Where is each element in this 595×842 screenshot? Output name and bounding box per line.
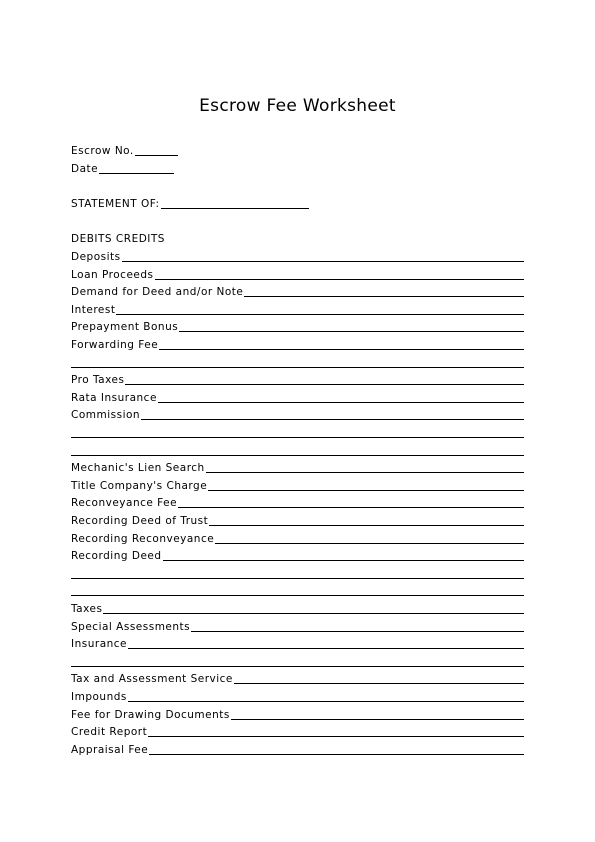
item-blank[interactable] xyxy=(71,455,524,456)
item-line[interactable] xyxy=(71,460,524,476)
item-label: Rata Insurance xyxy=(71,391,157,404)
item-blank[interactable] xyxy=(148,736,524,737)
item-blank[interactable] xyxy=(128,701,524,702)
item-line[interactable] xyxy=(71,249,524,265)
item-blank[interactable] xyxy=(206,472,524,473)
item-line[interactable] xyxy=(71,583,524,599)
item-label: Recording Deed of Trust xyxy=(71,515,209,527)
item-line[interactable] xyxy=(71,284,524,300)
page-title: Escrow Fee Worksheet xyxy=(199,96,396,116)
item-line[interactable] xyxy=(71,337,524,353)
item-blank[interactable] xyxy=(191,631,524,632)
item-line[interactable] xyxy=(71,548,524,564)
item-line[interactable] xyxy=(71,443,524,459)
item-line[interactable] xyxy=(71,267,524,283)
date-blank[interactable] xyxy=(99,173,174,174)
item-label: Recording Deed xyxy=(71,550,162,563)
item-label: Insurance xyxy=(71,638,128,651)
item-line[interactable] xyxy=(71,390,524,406)
item-label: Appraisal Fee xyxy=(71,743,149,756)
item-line[interactable] xyxy=(71,495,524,511)
item-label: Prepayment Bonus xyxy=(71,321,179,334)
item-line[interactable] xyxy=(71,513,524,529)
item-blank[interactable] xyxy=(141,419,524,420)
item-label: Forwarding Fee xyxy=(71,339,159,351)
item-blank[interactable] xyxy=(71,666,524,667)
item-label: Tax and Assessment Service xyxy=(71,673,233,686)
item-line[interactable] xyxy=(71,619,524,635)
columns-heading: DEBITS CREDITS xyxy=(71,233,165,245)
escrow-no-label: Escrow No. xyxy=(71,145,134,157)
item-label: Reconveyance Fee xyxy=(71,497,178,510)
item-label: Interest xyxy=(71,303,116,316)
item-label: Fee for Drawing Documents xyxy=(71,708,230,721)
item-blank[interactable] xyxy=(71,437,524,438)
item-blank[interactable] xyxy=(149,754,524,755)
item-line[interactable] xyxy=(71,425,524,441)
item-label: Special Assessments xyxy=(71,620,191,633)
item-line[interactable] xyxy=(71,724,524,740)
item-blank[interactable] xyxy=(179,331,524,332)
item-blank[interactable] xyxy=(215,543,524,544)
item-label: Credit Report xyxy=(71,726,148,739)
statement-of-field[interactable] xyxy=(71,196,309,212)
item-blank[interactable] xyxy=(71,367,524,368)
item-line[interactable] xyxy=(71,636,524,652)
item-blank[interactable] xyxy=(209,525,524,526)
item-blank[interactable] xyxy=(231,719,524,720)
item-blank[interactable] xyxy=(163,560,524,561)
date-label: Date xyxy=(71,163,99,175)
item-line[interactable] xyxy=(71,478,524,494)
item-label: Loan Proceeds xyxy=(71,268,154,281)
item-blank[interactable] xyxy=(244,296,524,297)
item-line[interactable] xyxy=(71,707,524,723)
item-blank[interactable] xyxy=(234,683,524,684)
item-line[interactable] xyxy=(71,654,524,670)
item-label: Taxes xyxy=(71,603,103,615)
item-blank[interactable] xyxy=(71,578,524,579)
item-label: Title Company's Charge xyxy=(71,479,208,492)
item-blank[interactable] xyxy=(122,261,524,262)
escrow-no-field[interactable] xyxy=(71,143,178,159)
item-label: Recording Reconveyance xyxy=(71,532,215,545)
item-blank[interactable] xyxy=(128,648,524,649)
item-line[interactable] xyxy=(71,319,524,335)
item-line[interactable] xyxy=(71,742,524,758)
item-blank[interactable] xyxy=(103,613,524,614)
item-line[interactable] xyxy=(71,671,524,687)
item-line[interactable] xyxy=(71,689,524,705)
item-blank[interactable] xyxy=(178,507,524,508)
item-line[interactable] xyxy=(71,566,524,582)
item-line[interactable] xyxy=(71,372,524,388)
date-field[interactable] xyxy=(71,161,174,177)
item-blank[interactable] xyxy=(159,349,524,350)
item-blank[interactable] xyxy=(158,402,524,403)
item-label: Demand for Deed and/or Note xyxy=(71,286,244,299)
statement-of-blank[interactable] xyxy=(161,208,309,209)
item-blank[interactable] xyxy=(125,384,524,385)
statement-of-label: STATEMENT OF: xyxy=(71,198,160,210)
item-line[interactable] xyxy=(71,601,524,617)
item-label: Commission xyxy=(71,409,141,422)
item-line[interactable] xyxy=(71,302,524,318)
item-label: Mechanic's Lien Search xyxy=(71,462,205,475)
item-blank[interactable] xyxy=(116,314,524,315)
item-label: Impounds xyxy=(71,691,127,703)
item-blank[interactable] xyxy=(71,595,524,596)
item-line[interactable] xyxy=(71,355,524,371)
item-blank[interactable] xyxy=(155,279,524,280)
item-blank[interactable] xyxy=(208,490,524,491)
item-label: Deposits xyxy=(71,251,121,263)
item-line[interactable] xyxy=(71,407,524,423)
escrow-no-blank[interactable] xyxy=(135,155,178,156)
item-line[interactable] xyxy=(71,531,524,547)
item-label: Pro Taxes xyxy=(71,374,125,387)
